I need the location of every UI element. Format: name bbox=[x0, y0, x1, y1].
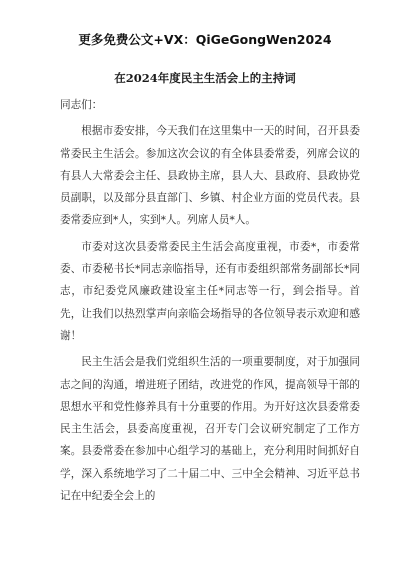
document-title: 在2024年度民主生活会上的主持词 bbox=[114, 71, 296, 85]
paragraph-2: 市委对这次县委常委民主生活会高度重视，市委*，市委常委、市委秘书长*同志亲临指导，还有市委组织部常务副部长*同志，市纪委党风廉政建设室主任*同志等一行，到会指导。首先，让我们以热烈掌声向亲临会场指导的各位领导表示欢迎和感谢！ bbox=[60, 240, 360, 342]
promo-header: 更多免费公文+VX：QiGeGongWen2024 bbox=[78, 32, 332, 47]
greeting: 同志们： bbox=[60, 99, 103, 111]
paragraph-3: 民主生活会是我们党组织生活的一项重要制度，对于加强同志之间的沟通，增进班子团结，改进党的作风，提高领导干部的思想水平和党性修养具有十分重要的作用。为开好这次县委常委民主生活会，县委高度重视，召开专门会议研究制定了工作方案。县委常委在参加中心组学习的基础上，充分利用时间抓好自学，深入系统地学习了二十届二中、三中全会精神、习近平总书记在中纪委全会上的 bbox=[60, 356, 360, 503]
paragraph-1: 根据市委安排，今天我们在这里集中一天的时间，召开县委常委民主生活会。参加这次会议的有全体县委常委，列席会议的有县人大常委会主任、县政协主席，县人大、县政府、县政协党员副职，以及部分县直部门、乡镇、村企业方面的党员代表。县委常委应到*人，实到*人。列席人员*人。 bbox=[60, 125, 360, 227]
document-body bbox=[60, 94, 360, 511]
